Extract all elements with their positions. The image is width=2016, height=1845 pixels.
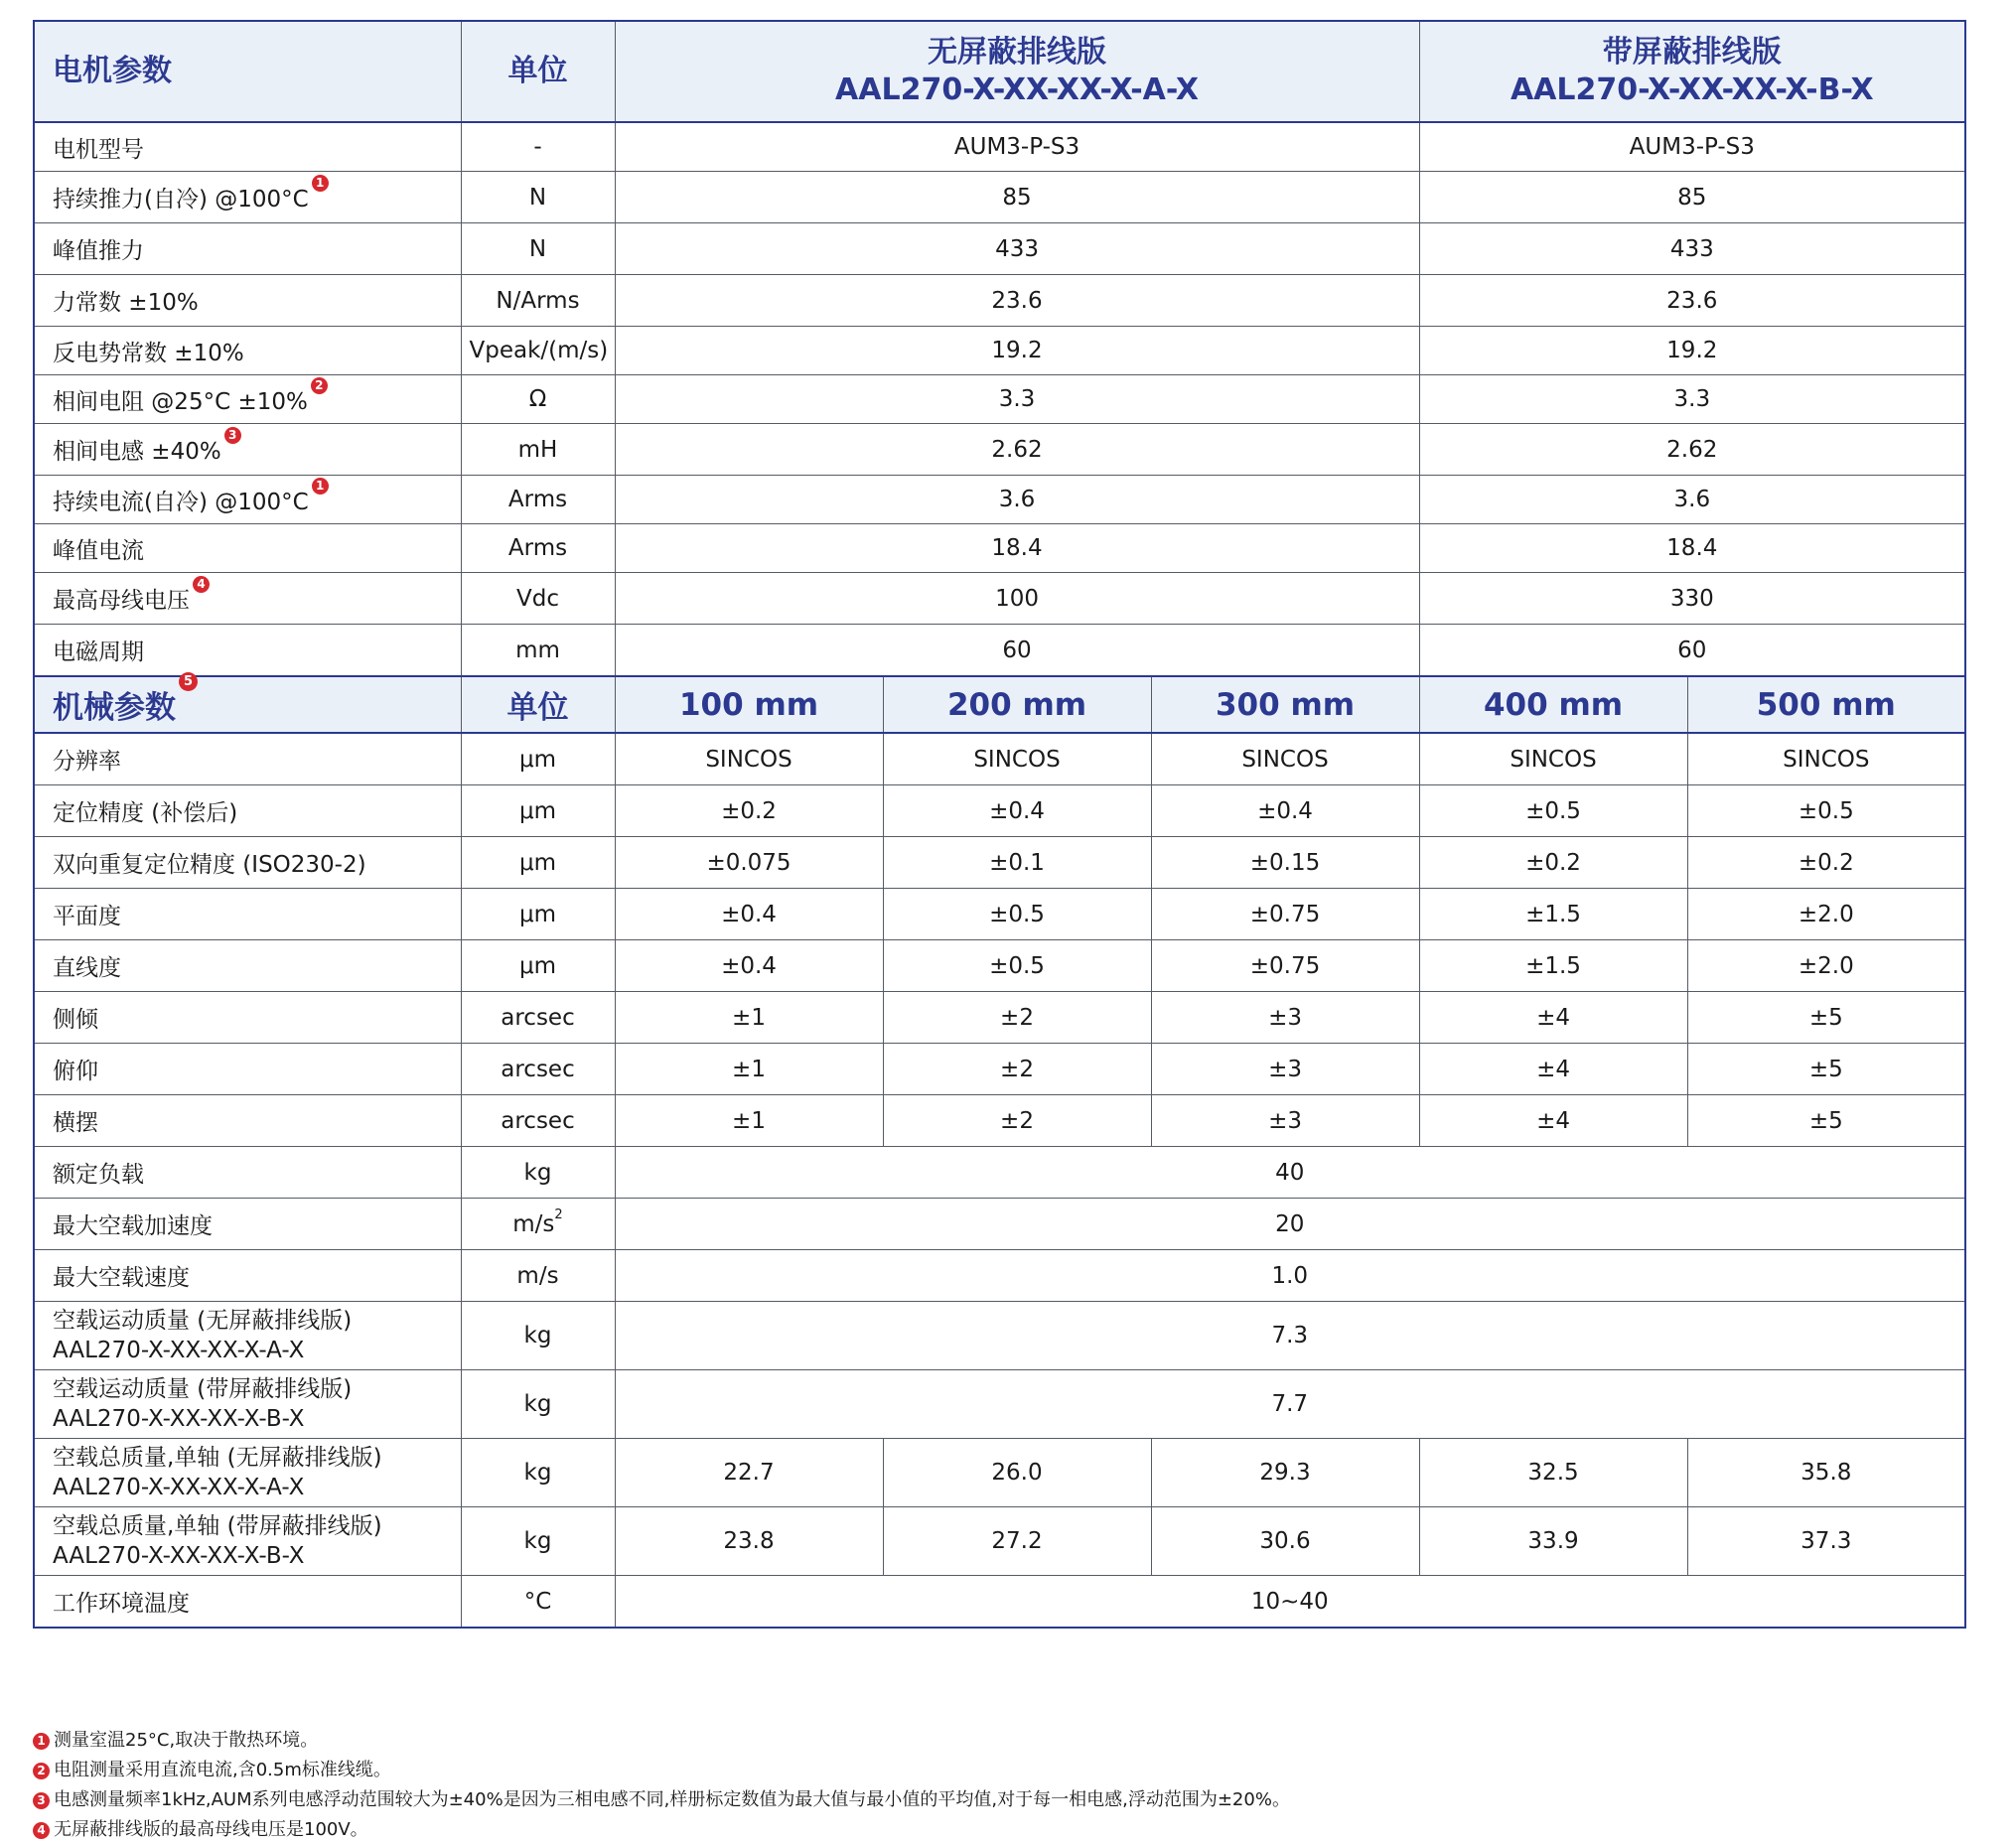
stroke-value: ±4 — [1419, 992, 1687, 1044]
param-model-code: AAL270-X-XX-XX-X-B-X — [53, 1406, 305, 1432]
stroke-value: ±0.5 — [883, 889, 1151, 940]
param-label-text: 持续推力(自冷) @100°C — [53, 187, 309, 213]
variant-b-value: 330 — [1419, 573, 1965, 625]
stroke-value: SINCOS — [883, 733, 1151, 785]
variant-b-value: 23.6 — [1419, 275, 1965, 327]
stroke-value: ±4 — [1419, 1044, 1687, 1095]
param-label-text: 反电势常数 ±10% — [53, 340, 244, 366]
stroke-value: ±2.0 — [1687, 889, 1965, 940]
total-mass-row — [34, 1507, 1965, 1576]
stroke-value: ±2 — [883, 992, 1151, 1044]
variant-a-header — [615, 21, 1419, 122]
variant-a-value: 2.62 — [615, 424, 1419, 476]
motor-param-row — [34, 524, 1965, 573]
footnote-marker-icon: 3 — [224, 427, 241, 444]
stroke-value: SINCOS — [1151, 733, 1419, 785]
merged-value: 7.7 — [615, 1370, 1965, 1439]
stroke-value: 29.3 — [1151, 1439, 1419, 1507]
total-mass-row — [34, 1439, 1965, 1507]
footnote-marker-icon: 4 — [33, 1822, 50, 1839]
unit-base: m/s — [512, 1210, 555, 1237]
stroke-value: SINCOS — [1687, 733, 1965, 785]
unit-cell: mH — [461, 424, 615, 476]
stroke-value: ±4 — [1419, 1095, 1687, 1147]
spec-table-wrapper — [33, 20, 1964, 1629]
stroke-value: 33.9 — [1419, 1507, 1687, 1576]
footnote-marker-icon: 1 — [312, 175, 329, 192]
param-label — [34, 1507, 461, 1576]
stroke-value: ±0.5 — [1687, 785, 1965, 837]
param-label: 平面度 — [34, 889, 461, 940]
param-label-text: 力常数 ±10% — [53, 290, 199, 316]
footnote-text: 测量室温25°C,取决于散热环境。 — [54, 1730, 319, 1751]
footnote-marker-icon: 2 — [311, 377, 328, 394]
stroke-value: ±3 — [1151, 1095, 1419, 1147]
stroke-value: ±0.1 — [883, 837, 1151, 889]
stroke-value: ±2.0 — [1687, 940, 1965, 992]
param-label-line: 空载运动质量 (无屏蔽排线版) — [53, 1308, 353, 1334]
variant-a-value: 3.3 — [615, 375, 1419, 424]
param-label — [34, 223, 461, 275]
param-label: 双向重复定位精度 (ISO230-2) — [34, 837, 461, 889]
variant-b-name: 带屏蔽排线版 — [1602, 35, 1782, 70]
footnote-item — [33, 1785, 1290, 1815]
footnote-text: 无屏蔽排线版的最高母线电压是100V。 — [54, 1819, 368, 1840]
stroke-value: ±0.4 — [615, 940, 883, 992]
unit-cell: - — [461, 122, 615, 172]
unit-cell: N — [461, 172, 615, 223]
spec-table-body — [34, 21, 1965, 1628]
unit-cell: kg — [461, 1302, 615, 1370]
mech-header-row — [34, 676, 1965, 733]
footnote-marker-icon: 2 — [33, 1763, 50, 1779]
stroke-value: ±2 — [883, 1095, 1151, 1147]
footnote-marker-icon: 5 — [179, 672, 198, 691]
stroke-value: 27.2 — [883, 1507, 1151, 1576]
param-label — [34, 476, 461, 524]
unit-cell: arcsec — [461, 992, 615, 1044]
param-label: 横摆 — [34, 1095, 461, 1147]
spec-table — [33, 20, 1966, 1629]
stroke-header: 300 mm — [1151, 676, 1419, 733]
unit-cell: μm — [461, 889, 615, 940]
unit-cell: mm — [461, 625, 615, 677]
stroke-header: 100 mm — [615, 676, 883, 733]
param-label — [34, 375, 461, 424]
stroke-value: ±0.75 — [1151, 889, 1419, 940]
motor-header-row — [34, 21, 1965, 122]
motor-param-row — [34, 223, 1965, 275]
variant-b-value: 433 — [1419, 223, 1965, 275]
param-label — [34, 327, 461, 375]
variant-a-value: 19.2 — [615, 327, 1419, 375]
footnote-marker-icon: 4 — [193, 576, 210, 593]
footnote-marker-icon: 1 — [33, 1733, 50, 1750]
unit-cell: arcsec — [461, 1095, 615, 1147]
unit-cell: Vdc — [461, 573, 615, 625]
mech-param-row — [34, 992, 1965, 1044]
stroke-value: 37.3 — [1687, 1507, 1965, 1576]
param-label — [34, 1370, 461, 1439]
unit-cell: μm — [461, 785, 615, 837]
param-model-code: AAL270-X-XX-XX-X-B-X — [53, 1543, 305, 1569]
variant-a-value: 60 — [615, 625, 1419, 677]
variant-a-value: 3.6 — [615, 476, 1419, 524]
param-label-text: 相间电阻 @25°C ±10% — [53, 388, 308, 415]
variant-a-value: 100 — [615, 573, 1419, 625]
unit-cell: μm — [461, 837, 615, 889]
mech-param-row — [34, 889, 1965, 940]
param-label: 定位精度 (补偿后) — [34, 785, 461, 837]
temperature-row — [34, 1576, 1965, 1629]
motor-param-row — [34, 122, 1965, 172]
variant-b-value: 85 — [1419, 172, 1965, 223]
param-label: 工作环境温度 — [34, 1576, 461, 1629]
stroke-value: SINCOS — [1419, 733, 1687, 785]
param-label-line: 空载总质量,单轴 (带屏蔽排线版) — [53, 1513, 382, 1539]
unit-cell: m/s — [461, 1250, 615, 1302]
stroke-value: ±0.2 — [615, 785, 883, 837]
stroke-value: ±5 — [1687, 1095, 1965, 1147]
param-label-line: 空载运动质量 (带屏蔽排线版) — [53, 1376, 353, 1402]
param-label-line: 空载总质量,单轴 (无屏蔽排线版) — [53, 1445, 382, 1471]
variant-a-code: AAL270-X-XX-XX-X-A-X — [835, 72, 1200, 107]
footnotes — [33, 1726, 1290, 1845]
stroke-value: 22.7 — [615, 1439, 883, 1507]
unit-cell: °C — [461, 1576, 615, 1629]
stroke-value: ±0.4 — [883, 785, 1151, 837]
unit-cell: Arms — [461, 476, 615, 524]
stroke-value: ±2 — [883, 1044, 1151, 1095]
param-label-text: 峰值推力 — [53, 238, 144, 264]
unit-cell: μm — [461, 733, 615, 785]
variant-b-value: 3.6 — [1419, 476, 1965, 524]
param-label-text: 电机型号 — [53, 136, 144, 163]
motor-param-row — [34, 424, 1965, 476]
variant-a-value: AUM3-P-S3 — [615, 122, 1419, 172]
footnote-text: 电感测量频率1kHz,AUM系列电感浮动范围较大为±40%是因为三相电感不同,样册标定数值为最大值与最小值的平均值,对于每一相电感,浮动范围为±20%。 — [54, 1789, 1290, 1810]
stroke-value: 30.6 — [1151, 1507, 1419, 1576]
param-label — [34, 172, 461, 223]
motor-param-header: 电机参数 — [34, 21, 461, 122]
param-label: 俯仰 — [34, 1044, 461, 1095]
unit-cell: Arms — [461, 524, 615, 573]
param-label — [34, 424, 461, 476]
stroke-value: 32.5 — [1419, 1439, 1687, 1507]
mech-param-row — [34, 940, 1965, 992]
variant-b-code: AAL270-X-XX-XX-X-B-X — [1510, 72, 1874, 107]
param-model-code: AAL270-X-XX-XX-X-A-X — [53, 1475, 305, 1500]
variant-a-value: 23.6 — [615, 275, 1419, 327]
stroke-value: ±0.2 — [1419, 837, 1687, 889]
mech-param-row — [34, 837, 1965, 889]
param-label-text: 峰值电流 — [53, 537, 144, 564]
stroke-value: ±3 — [1151, 992, 1419, 1044]
mech-param-row — [34, 1250, 1965, 1302]
stroke-value: ±0.4 — [615, 889, 883, 940]
merged-value: 20 — [615, 1199, 1965, 1250]
stroke-value: 26.0 — [883, 1439, 1151, 1507]
motor-param-row — [34, 625, 1965, 677]
stroke-value: ±5 — [1687, 992, 1965, 1044]
motor-param-row — [34, 172, 1965, 223]
param-label — [34, 275, 461, 327]
param-label: 最大空载速度 — [34, 1250, 461, 1302]
stroke-value: SINCOS — [615, 733, 883, 785]
param-label: 额定负载 — [34, 1147, 461, 1199]
unit-header: 单位 — [461, 676, 615, 733]
variant-b-value: 60 — [1419, 625, 1965, 677]
stroke-value: ±3 — [1151, 1044, 1419, 1095]
param-label: 分辨率 — [34, 733, 461, 785]
unit-cell: N/Arms — [461, 275, 615, 327]
stroke-value: ±0.2 — [1687, 837, 1965, 889]
footnote-marker-icon: 1 — [312, 478, 329, 495]
param-model-code: AAL270-X-XX-XX-X-A-X — [53, 1338, 305, 1363]
stroke-header: 500 mm — [1687, 676, 1965, 733]
stroke-value: ±1.5 — [1419, 940, 1687, 992]
variant-b-value: AUM3-P-S3 — [1419, 122, 1965, 172]
variant-a-value: 18.4 — [615, 524, 1419, 573]
unit-header: 单位 — [461, 21, 615, 122]
variant-a-name: 无屏蔽排线版 — [928, 35, 1107, 70]
param-label — [34, 122, 461, 172]
param-label: 直线度 — [34, 940, 461, 992]
moving-mass-row — [34, 1302, 1965, 1370]
unit-cell: N — [461, 223, 615, 275]
footnote-text: 电阻测量采用直流电流,含0.5m标准线缆。 — [54, 1760, 391, 1780]
motor-param-row — [34, 327, 1965, 375]
param-label: 侧倾 — [34, 992, 461, 1044]
motor-param-row — [34, 573, 1965, 625]
mech-param-header — [34, 676, 461, 733]
stroke-header: 200 mm — [883, 676, 1151, 733]
footnote-marker-icon: 3 — [33, 1792, 50, 1809]
stroke-value: ±1 — [615, 1095, 883, 1147]
stroke-value: ±0.5 — [883, 940, 1151, 992]
unit-cell: kg — [461, 1370, 615, 1439]
footnote-item — [33, 1756, 1290, 1785]
variant-b-value: 19.2 — [1419, 327, 1965, 375]
unit-cell: kg — [461, 1439, 615, 1507]
variant-b-value: 2.62 — [1419, 424, 1965, 476]
footnote-item — [33, 1726, 1290, 1756]
motor-param-row — [34, 275, 1965, 327]
mech-param-row — [34, 1095, 1965, 1147]
stroke-value: ±0.4 — [1151, 785, 1419, 837]
mech-param-row — [34, 733, 1965, 785]
merged-value: 10~40 — [615, 1576, 1965, 1629]
unit-cell: Vpeak/(m/s) — [461, 327, 615, 375]
stroke-value: ±0.15 — [1151, 837, 1419, 889]
merged-value: 7.3 — [615, 1302, 1965, 1370]
mech-param-row — [34, 1044, 1965, 1095]
stroke-value: ±1 — [615, 1044, 883, 1095]
unit-cell: arcsec — [461, 1044, 615, 1095]
param-label — [34, 524, 461, 573]
motor-param-row — [34, 375, 1965, 424]
moving-mass-row — [34, 1370, 1965, 1439]
variant-b-header — [1419, 21, 1965, 122]
param-label: 最大空载加速度 — [34, 1199, 461, 1250]
unit-cell: kg — [461, 1507, 615, 1576]
variant-a-value: 85 — [615, 172, 1419, 223]
unit-exponent: 2 — [554, 1206, 563, 1222]
motor-param-row — [34, 476, 1965, 524]
stroke-value: ±1 — [615, 992, 883, 1044]
param-label-text: 相间电感 ±40% — [53, 439, 221, 465]
param-label — [34, 625, 461, 677]
stroke-value: ±0.5 — [1419, 785, 1687, 837]
mech-param-row — [34, 1199, 1965, 1250]
variant-b-value: 18.4 — [1419, 524, 1965, 573]
merged-value: 1.0 — [615, 1250, 1965, 1302]
mech-param-row — [34, 785, 1965, 837]
param-label-text: 最高母线电压 — [53, 588, 190, 614]
variant-b-value: 3.3 — [1419, 375, 1965, 424]
unit-cell: Ω — [461, 375, 615, 424]
stroke-value: 23.8 — [615, 1507, 883, 1576]
unit-cell: kg — [461, 1147, 615, 1199]
stroke-value: ±5 — [1687, 1044, 1965, 1095]
mech-param-header-text: 机械参数 — [53, 690, 176, 726]
variant-a-value: 433 — [615, 223, 1419, 275]
param-label — [34, 573, 461, 625]
stroke-header: 400 mm — [1419, 676, 1687, 733]
param-label — [34, 1302, 461, 1370]
param-label-text: 电磁周期 — [53, 639, 144, 665]
param-label-text: 持续电流(自冷) @100°C — [53, 489, 309, 515]
merged-value: 40 — [615, 1147, 1965, 1199]
stroke-value: ±0.75 — [1151, 940, 1419, 992]
stroke-value: ±1.5 — [1419, 889, 1687, 940]
stroke-value: 35.8 — [1687, 1439, 1965, 1507]
mech-param-row — [34, 1147, 1965, 1199]
param-label — [34, 1439, 461, 1507]
stroke-value: ±0.075 — [615, 837, 883, 889]
unit-cell: μm — [461, 940, 615, 992]
unit-cell — [461, 1199, 615, 1250]
